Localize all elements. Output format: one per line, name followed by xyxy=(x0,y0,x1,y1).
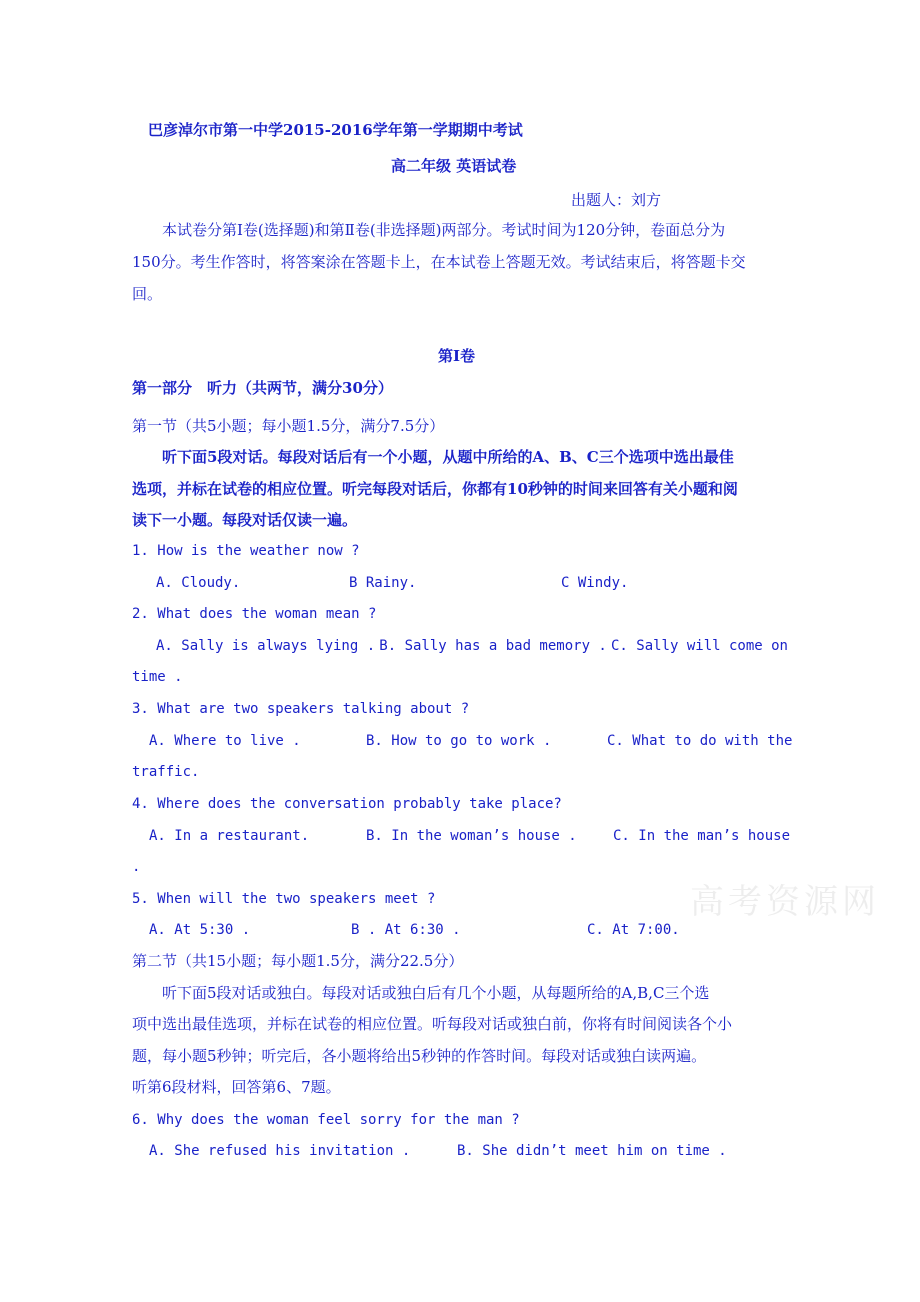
school-exam-title: 巴彦淖尔市第一中学2015-2016学年第一学期期中考试 xyxy=(148,121,523,139)
part1-title: 第一部分 听力（共两节，满分30分） xyxy=(132,379,393,397)
q4-option-a: A. In a restaurant. xyxy=(149,828,310,844)
q1-stem: 1. How is the weather now ? xyxy=(132,543,360,559)
q3-option-c-continued: traffic. xyxy=(132,764,200,780)
q2-stem: 2. What does the woman mean ? xyxy=(132,606,377,622)
instructions-line-1: 本试卷分第Ⅰ卷(选择题)和第Ⅱ卷(非选择题)两部分。考试时间为120分钟，卷面总分为 xyxy=(162,221,726,239)
q2-option-b: B. Sally has a bad memory . xyxy=(379,638,607,654)
q6-option-b: B. She didn’t meet him on time . xyxy=(457,1143,727,1159)
q1-option-c: C Windy. xyxy=(561,575,629,591)
q1-option-b: B Rainy. xyxy=(349,575,417,591)
q6-stem: 6. Why does the woman feel sorry for the man ? xyxy=(132,1112,520,1128)
q2-options xyxy=(156,636,788,656)
q5-option-b: B . At 6:30 . xyxy=(351,922,461,938)
section1-directions-3: 读下一小题。每段对话仅读一遍。 xyxy=(132,511,358,529)
q5-option-a: A. At 5:30 . xyxy=(149,922,251,938)
q2-option-a: A. Sally is always lying . xyxy=(156,638,376,654)
q5-stem: 5. When will the two speakers meet ? xyxy=(132,891,436,907)
q3-option-c: C. What to do with the xyxy=(607,733,793,749)
section2-directions-2: 项中选出最佳选项，并标在试卷的相应位置。听每段对话或独白前，你将有时间阅读各个小 xyxy=(132,1015,733,1033)
author-line: 出题人：刘方 xyxy=(571,191,662,209)
q4-option-c: C. In the man’s house xyxy=(613,828,791,844)
section1-title: 第一节（共5小题；每小题1.5分，满分7.5分） xyxy=(132,417,445,435)
q1-option-a: A. Cloudy. xyxy=(156,575,241,591)
q2-option-c-continued: time . xyxy=(132,669,183,685)
section1-directions-1: 听下面5段对话。每段对话后有一个小题，从题中所给的A、B、C三个选项中选出最佳 xyxy=(162,448,734,466)
q3-option-b: B. How to go to work . xyxy=(366,733,552,749)
section2-directions-3: 题，每小题5秒钟；听完后，各小题将给出5秒钟的作答时间。每段对话或独白读两遍。 xyxy=(132,1047,707,1065)
exam-subtitle: 高二年级 英语试卷 xyxy=(391,157,517,175)
section2-title: 第二节（共15小题；每小题1.5分，满分22.5分） xyxy=(132,952,464,970)
q6-option-a: A. She refused his invitation . xyxy=(149,1143,411,1159)
q4-stem: 4. Where does the conversation probably take place? xyxy=(132,796,562,812)
q3-option-a: A. Where to live . xyxy=(149,733,301,749)
instructions-line-3: 回。 xyxy=(132,285,163,303)
instructions-line-2: 150分。考生作答时，将答案涂在答题卡上，在本试卷上答题无效。考试结束后，将答题卡交 xyxy=(132,253,746,271)
volume-title: 第Ⅰ卷 xyxy=(438,347,476,365)
q4-option-c-continued: . xyxy=(132,859,141,875)
q3-stem: 3. What are two speakers talking about ? xyxy=(132,701,470,717)
q4-option-b: B. In the woman’s house . xyxy=(366,828,577,844)
section2-directions-1: 听下面5段对话或独白。每段对话或独白后有几个小题，从每题所给的A,B,C三个选 xyxy=(162,984,710,1002)
q5-option-c: C. At 7:00. xyxy=(587,922,680,938)
q2-option-c: C. Sally will come on xyxy=(610,638,788,654)
watermark: 高考资源网 xyxy=(690,882,880,922)
section2-material: 听第6段材料，回答第6、7题。 xyxy=(132,1078,341,1096)
section1-directions-2: 选项，并标在试卷的相应位置。听完每段对话后，你都有10秒钟的时间来回答有关小题和阅 xyxy=(132,480,738,498)
